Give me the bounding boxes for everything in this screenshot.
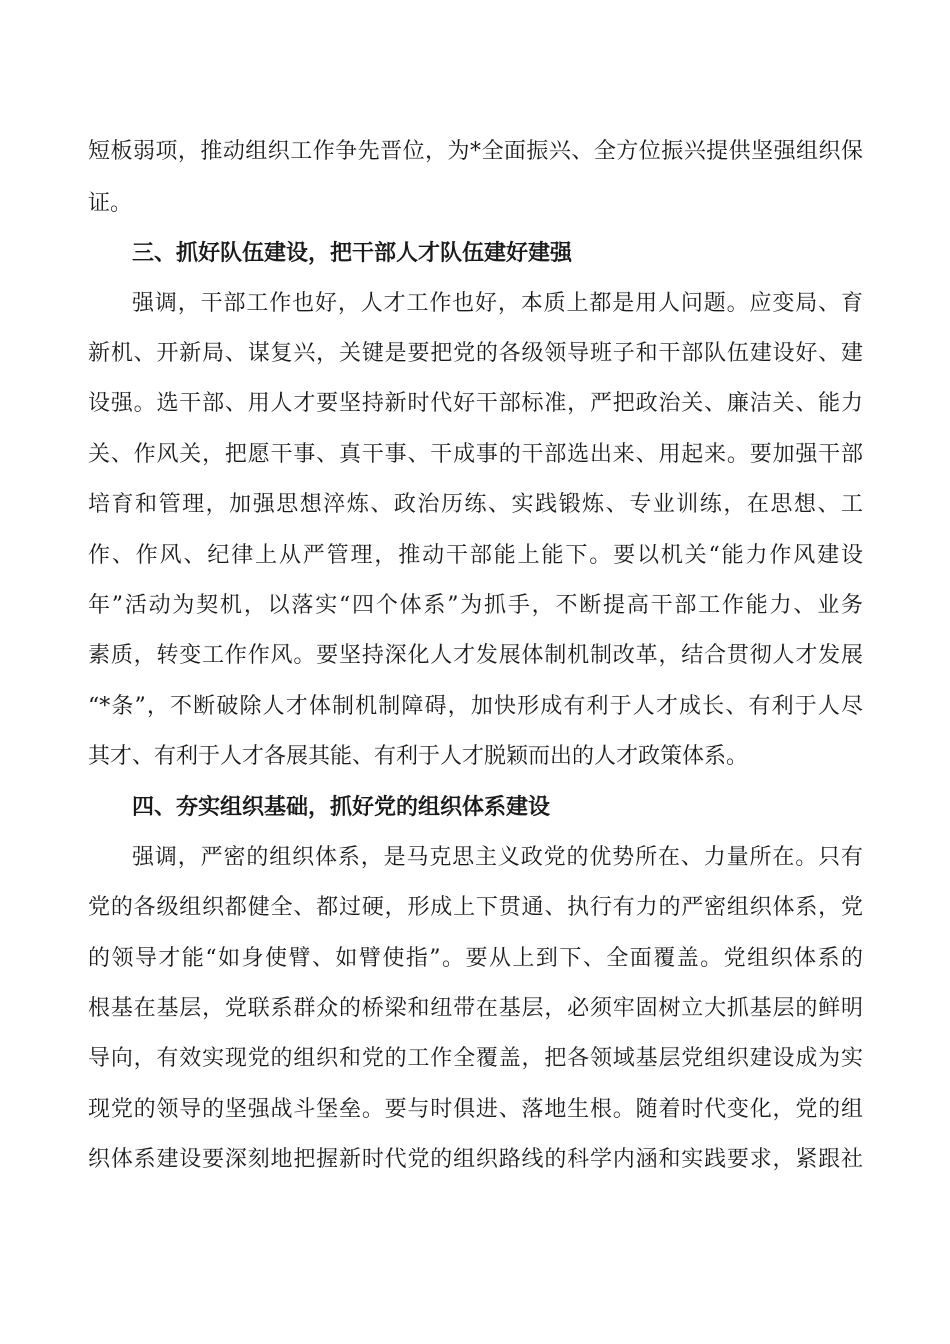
text-line: 根基在基层，党联系群众的桥梁和纽带在基层，必须牢固树立大抓基层的鲜明 (88, 996, 863, 1021)
text-line: 作、作风、纪律上从严管理，推动干部能上能下。要以机关“能力作风建设 (88, 543, 863, 568)
text-line: 短板弱项，推动组织工作争先晋位，为*全面振兴、全方位振兴提供坚强组织保 (88, 139, 863, 164)
text-line: 现党的领导的坚强战斗堡垒。要与时俱进、落地生根。随着时代变化，党的组 (88, 1097, 863, 1122)
text-line: 党的各级组织都健全、都过硬，形成上下贯通、执行有力的严密组织体系，党 (88, 895, 863, 920)
section-heading: 三、抓好队伍建设，把干部人才队伍建好建强 (132, 240, 573, 266)
text-line: 新机、开新局、谋复兴，关键是要把党的各级领导班子和干部队伍建设好、建 (88, 341, 863, 366)
text-line: “*条”，不断破除人才体制机制障碍，加快形成有利于人才成长、有利于人尽 (88, 694, 863, 719)
text-line: 其才、有利于人才各展其能、有利于人才脱颖而出的人才政策体系。 (88, 744, 749, 769)
section-heading: 四、夯实组织基础，抓好党的组织体系建设 (132, 794, 551, 820)
paragraph-first-line: 强调，干部工作也好，人才工作也好，本质上都是用人问题。应变局、育 (132, 291, 863, 316)
text-line: 关、作风关，把愿干事、真干事、干成事的干部选出来、用起来。要加强干部 (88, 442, 863, 467)
text-line: 设强。选干部、用人才要坚持新时代好干部标准，严把政治关、廉洁关、能力 (88, 391, 863, 416)
text-line: 年”活动为契机，以落实“四个体系”为抓手，不断提高干部工作能力、业务 (88, 593, 863, 618)
text-line: 导向，有效实现党的组织和党的工作全覆盖，把各领域基层党组织建设成为实 (88, 1046, 863, 1071)
text-line: 证。 (88, 191, 133, 216)
paragraph-first-line: 强调，严密的组织体系，是马克思主义政党的优势所在、力量所在。只有 (132, 845, 863, 870)
text-line: 的领导才能“如身使臂、如臂使指”。要从上到下、全面覆盖。党组织体系的 (88, 946, 863, 971)
text-line: 素质，转变工作作风。要坚持深化人才发展体制机制改革，结合贯彻人才发展 (88, 643, 863, 668)
text-line: 培育和管理，加强思想淬炼、政治历练、实践锻炼、专业训练，在思想、工 (88, 492, 863, 517)
text-line: 织体系建设要深刻地把握新时代党的组织路线的科学内涵和实践要求，紧跟社 (88, 1147, 863, 1172)
